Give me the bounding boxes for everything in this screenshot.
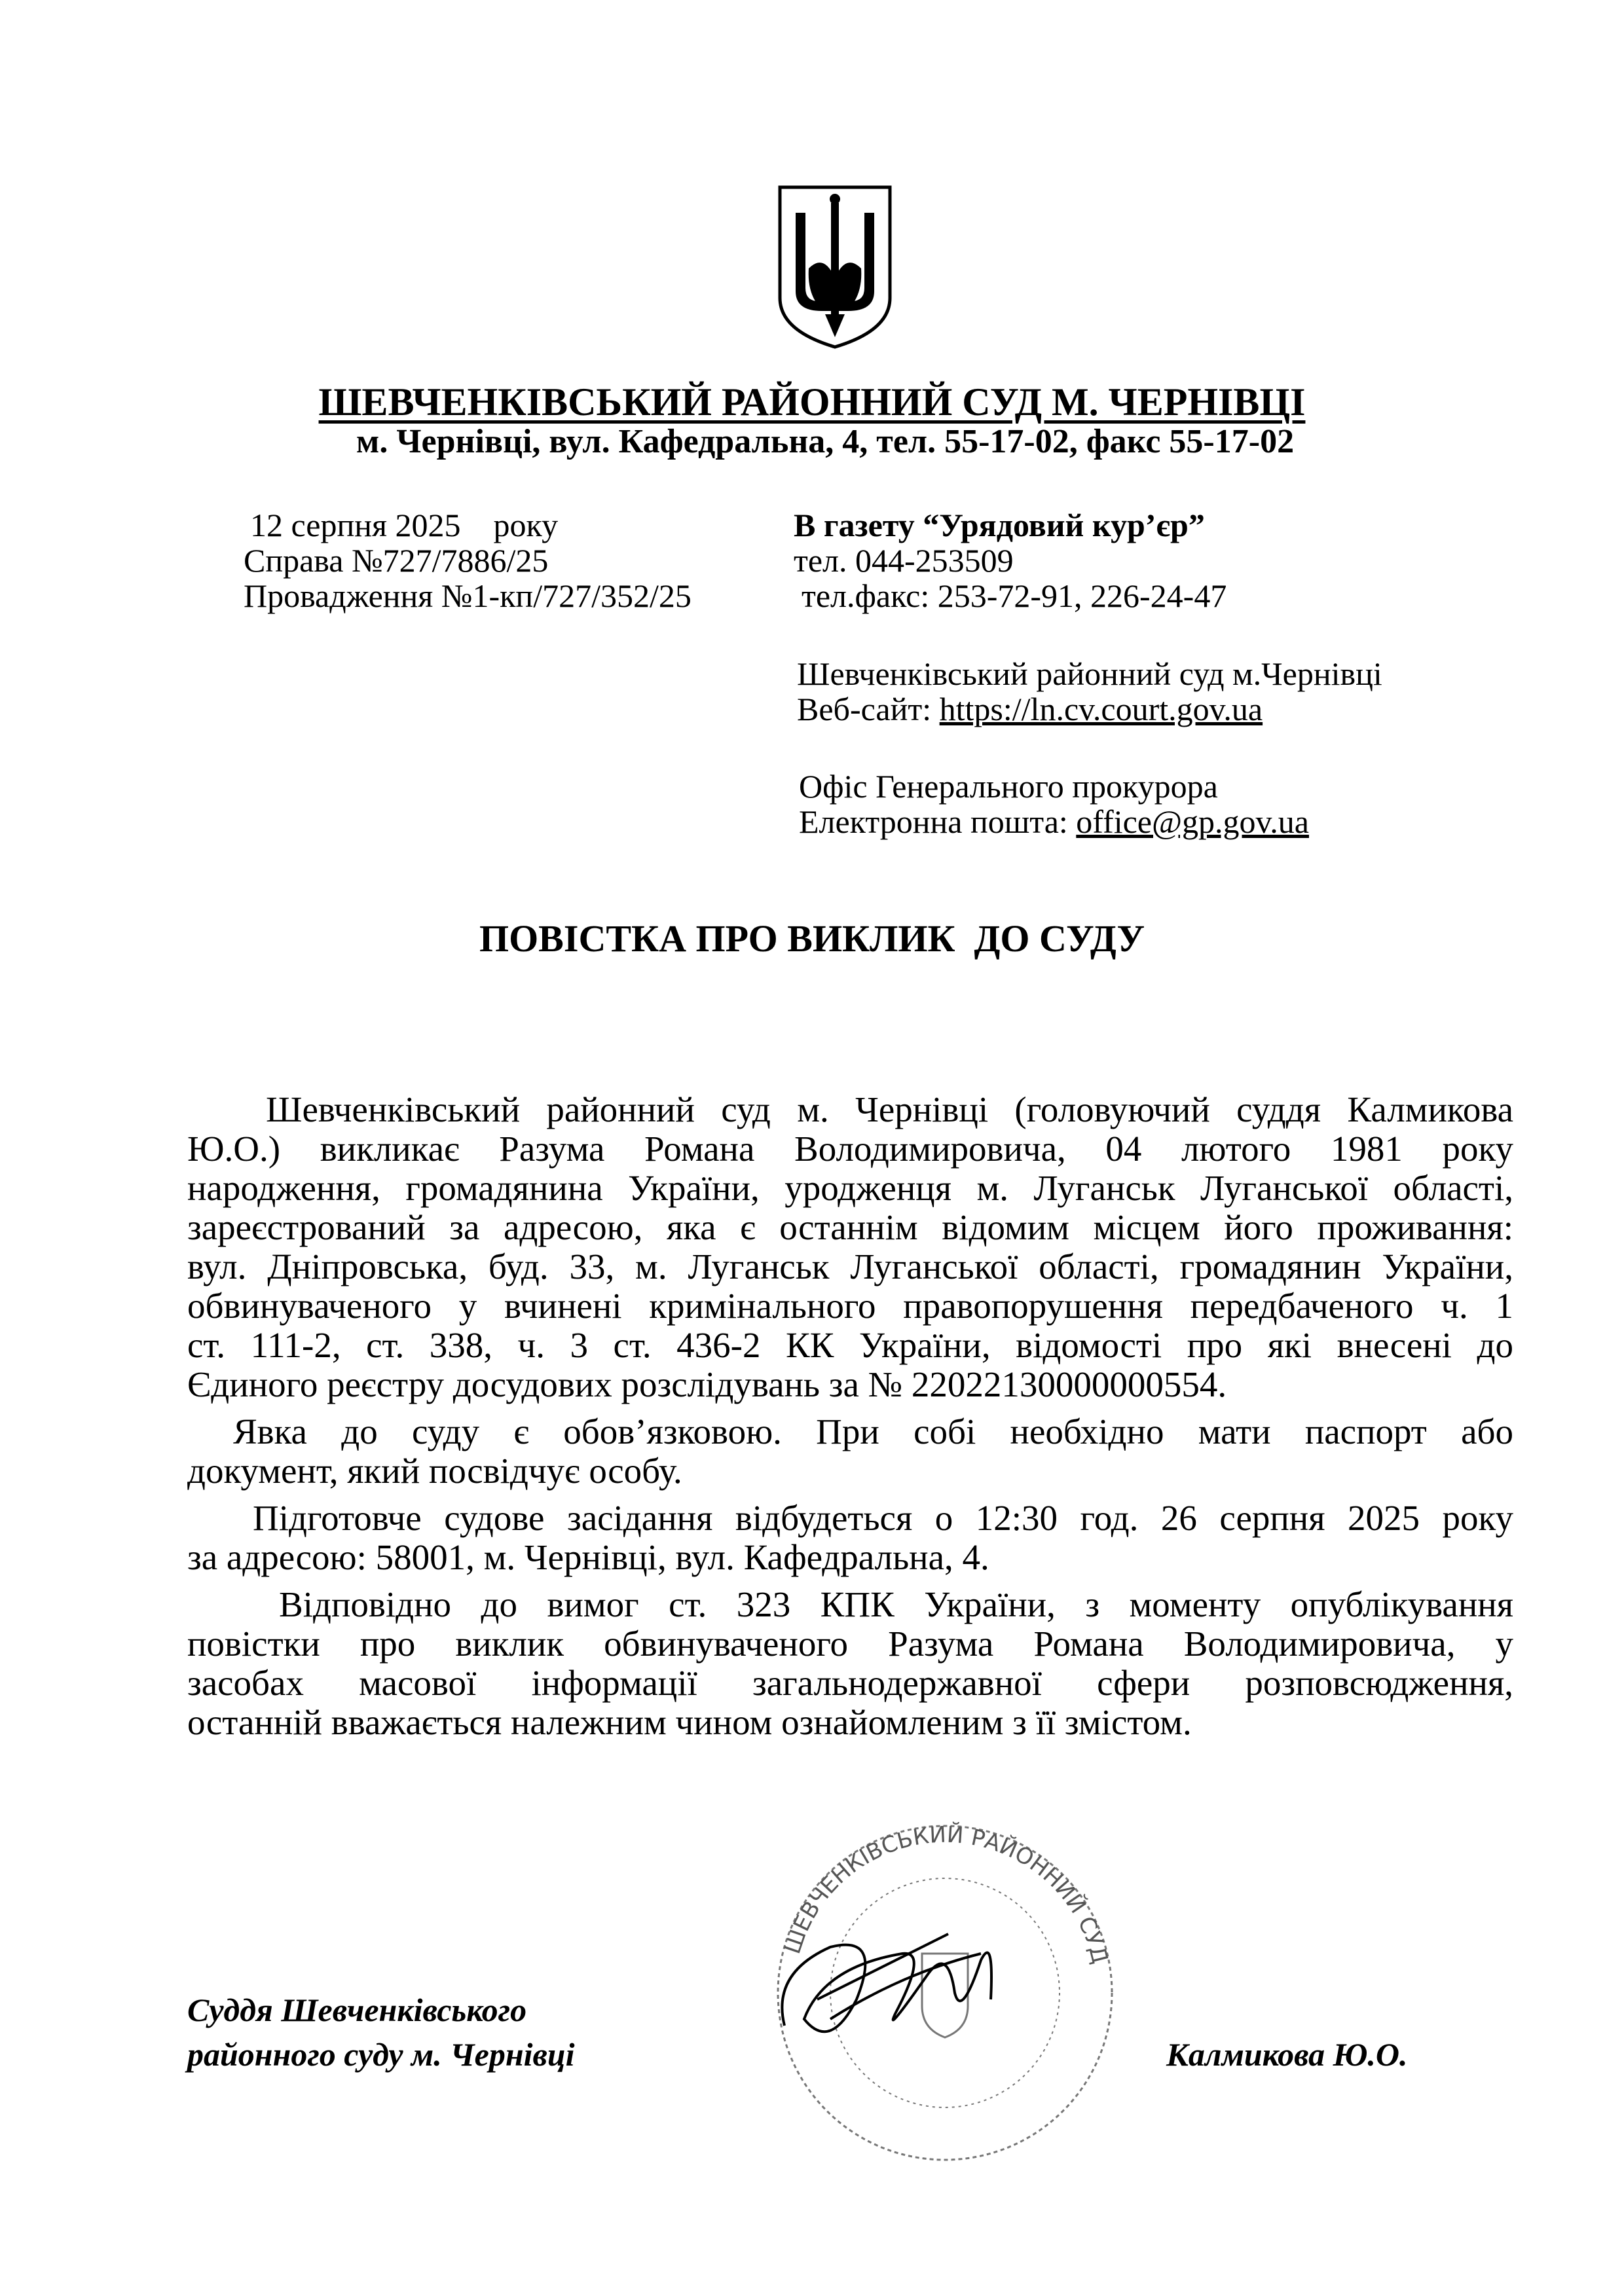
- svg-text:ШЕВЧЕНКІВСЬКИЙ РАЙОННИЙ СУД: ШЕВЧЕНКІВСЬКИЙ РАЙОННИЙ СУД: [779, 1821, 1113, 1967]
- letter-date: 12 серпня 2025 року: [250, 507, 559, 543]
- recipient-newspaper: [794, 507, 1227, 613]
- court-address: м. Чернівці, вул. Кафедральна, 4, тел. 55-17-02, факс 55-17-02: [356, 423, 1295, 460]
- court-stamp: [778, 1821, 1113, 2160]
- proceeding-number: Провадження №1-кп/727/352/25: [244, 577, 692, 614]
- text-line: Явка до суду є обов’язковою. При собі необхідно мати паспорт або: [233, 1412, 1513, 1451]
- text-line: Підготовче судове засідання відбудеться о 12:30 год. 26 серпня 2025 року: [253, 1498, 1513, 1538]
- summons-body: [187, 1090, 1513, 1742]
- paragraph-attendance: [187, 1412, 1513, 1491]
- prosecutor-office: Офіс Генерального прокурора: [799, 768, 1218, 805]
- paragraph-legal-basis: [187, 1585, 1513, 1742]
- document-heading: ПОВІСТКА ПРО ВИКЛИК ДО СУДУ: [479, 917, 1145, 960]
- text-line: останній вважається належним чином ознайомленим з її змістом.: [187, 1702, 1192, 1742]
- text-line: Відповідно до вимог ст. 323 КПК України, з моменту опублікування: [279, 1584, 1513, 1624]
- email-link[interactable]: office@gp.gov.ua: [1076, 803, 1309, 840]
- signature-scribble: [782, 1934, 991, 2032]
- website-link[interactable]: https://ln.cv.court.gov.ua: [939, 691, 1263, 727]
- text-line: обвинуваченого у вчинені кримінального правопорушення передбаченого ч. 1: [187, 1286, 1513, 1326]
- newspaper-fax: тел.факс: 253-72-91, 226-24-47: [802, 577, 1227, 614]
- text-line: зареєстрований за адресою, яка є останнім відомим місцем його проживання:: [187, 1207, 1513, 1247]
- judge-title: [187, 1988, 575, 2077]
- newspaper-name: В газету “Урядовий кур’єр”: [794, 507, 1205, 543]
- text-line: повістки про виклик обвинуваченого Разума Романа Володимировича, у: [187, 1624, 1513, 1664]
- judge-title-line1: Суддя Шевченківського: [187, 1992, 527, 2028]
- judge-name: Калмикова Ю.О.: [1166, 2036, 1408, 2073]
- court-title: [0, 380, 1624, 425]
- website-label: Веб-сайт:: [797, 691, 940, 727]
- text-line: Єдиного реєстру досудових розслідувань за № 22022130000000554.: [187, 1364, 1227, 1404]
- recipient-court-name: Шевченківський районний суд м.Чернівці: [797, 655, 1382, 692]
- paragraph-summons: [187, 1090, 1513, 1404]
- court-stamp-with-signature: [732, 1803, 1138, 2183]
- text-line: вул. Дніпровська, буд. 33, м. Луганськ Луганської області, громадянин України,: [187, 1247, 1513, 1286]
- court-name: ШЕВЧЕНКІВСЬКИЙ РАЙОННИЙ СУД М. ЧЕРНІВЦІ: [318, 380, 1306, 424]
- text-line: Шевченківський районний суд м. Чернівці (головуючий суддя Калмикова: [266, 1089, 1513, 1129]
- text-line: народження, громадянина України, уродженця м. Луганськ Луганської області,: [187, 1168, 1513, 1208]
- recipient-court: [797, 656, 1382, 727]
- case-meta: [244, 507, 692, 613]
- text-line: документ, який посвідчує особу.: [187, 1451, 682, 1491]
- judge-title-line2: районного суду м. Чернівці: [187, 2036, 575, 2073]
- email-label: Електронна пошта:: [799, 803, 1077, 840]
- text-line: Ю.О.) викликає Разума Романа Володимировича, 04 лютого 1981 року: [187, 1129, 1513, 1169]
- text-line: засобах масової інформації загальнодержавної сфери розповсюдження,: [187, 1663, 1513, 1703]
- text-line: ст. 111-2, ст. 338, ч. 3 ст. 436-2 КК України, відомості про які внесені до: [187, 1325, 1513, 1365]
- coat-of-arms-trident-icon: [776, 183, 894, 350]
- paragraph-hearing: [187, 1499, 1513, 1577]
- recipient-prosecutor: [799, 769, 1309, 839]
- case-number: Справа №727/7886/25: [244, 542, 549, 579]
- text-line: за адресою: 58001, м. Чернівці, вул. Кафедральна, 4.: [187, 1537, 989, 1577]
- newspaper-tel: тел. 044-253509: [794, 542, 1014, 579]
